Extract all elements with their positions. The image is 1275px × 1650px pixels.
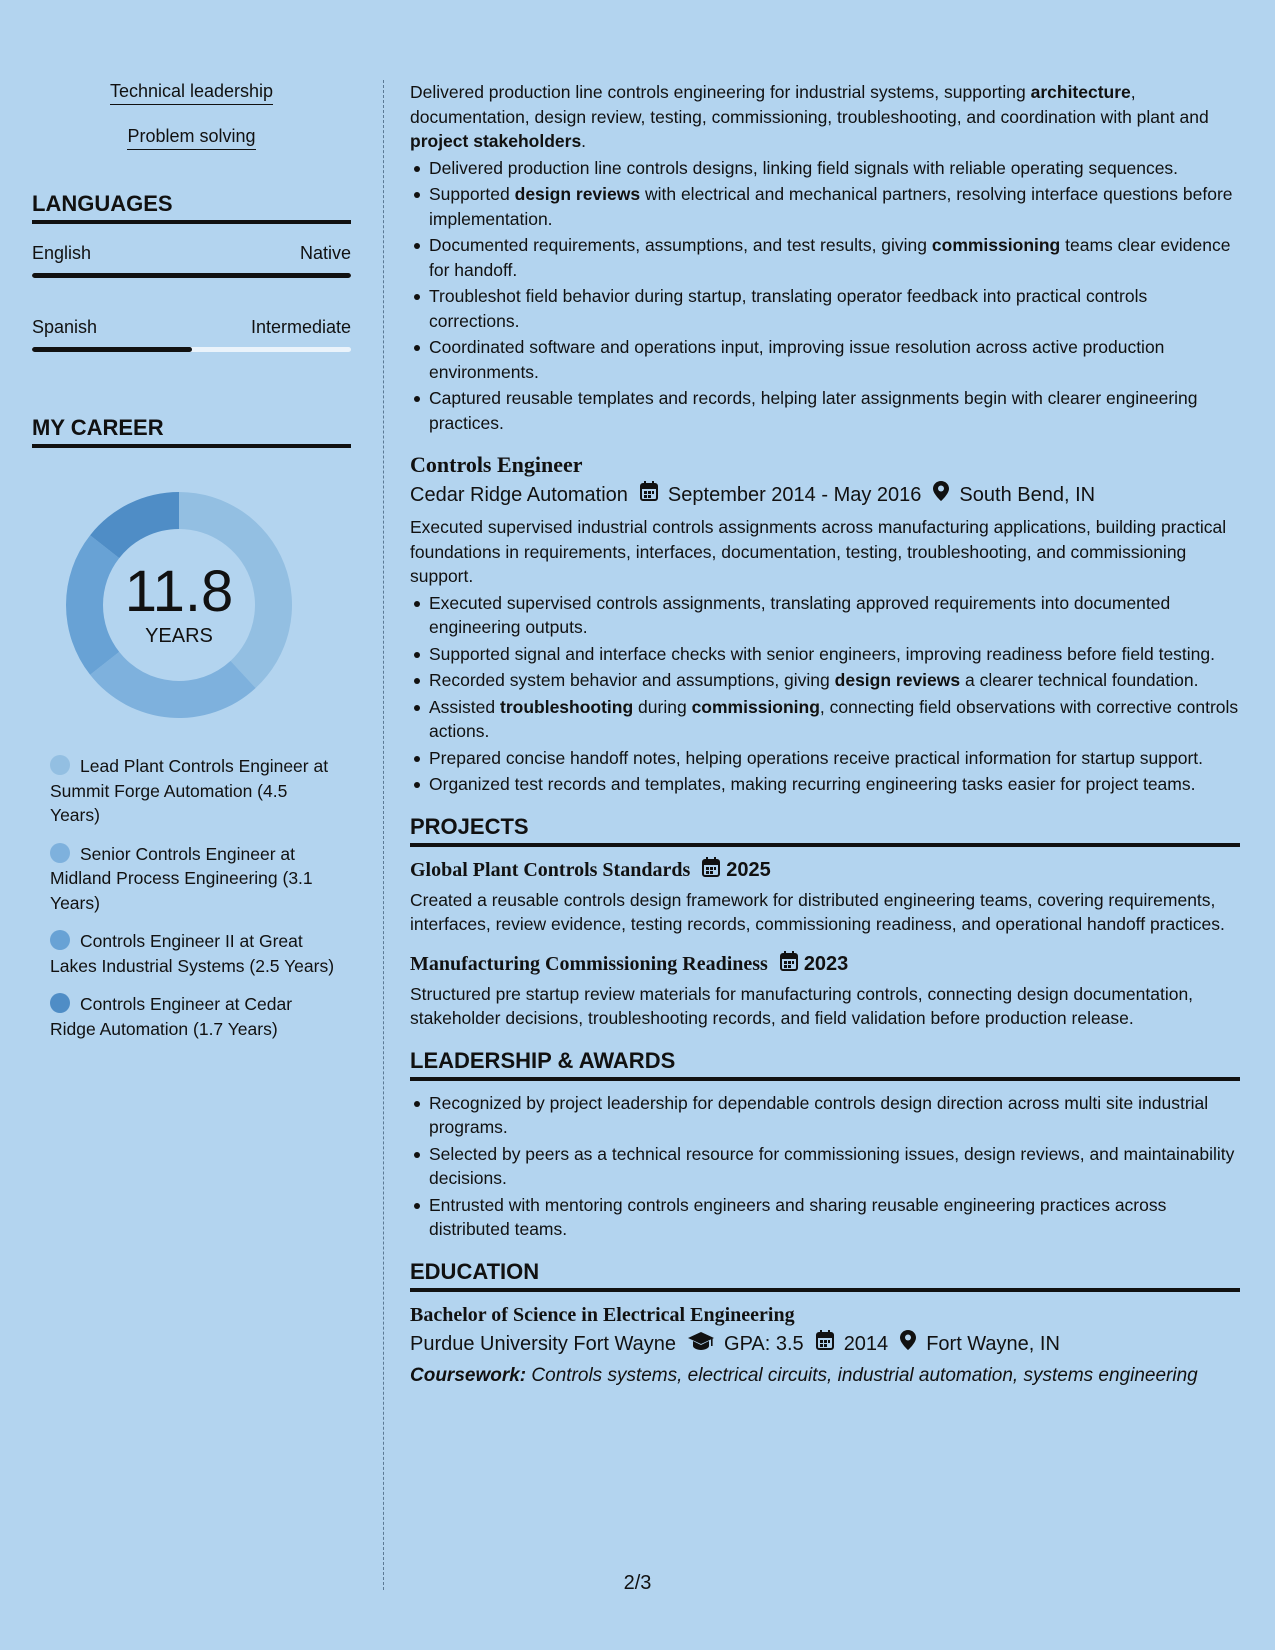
awards-list xyxy=(410,1091,1240,1242)
education-title: EDUCATION xyxy=(410,1258,1240,1292)
graduation-cap-icon xyxy=(688,1330,714,1358)
job-meta xyxy=(410,481,1240,509)
legend-dot-icon xyxy=(50,993,70,1013)
projects-section xyxy=(410,813,1240,1031)
job-summary: Executed supervised industrial controls assignments across manufacturing applications, building practical foundations in requirements, interfaces, documentation, testing, troubleshooting, and commissioning support. xyxy=(410,517,1227,586)
map-pin-icon xyxy=(900,1330,916,1358)
text-run: Organized test records and templates, making recurring engineering tasks easier for project teams. xyxy=(429,774,1196,794)
legend-label: Controls Engineer at Cedar Ridge Automation (1.7 Years) xyxy=(50,994,293,1039)
projects-title: PROJECTS xyxy=(410,813,1240,847)
language-level-fill xyxy=(32,273,351,278)
text-run: with electrical and mechanical partners, resolving interface questions before implementation. xyxy=(429,184,1233,229)
awards-section xyxy=(410,1047,1240,1242)
legend-dot-icon xyxy=(50,843,70,863)
bold-keyword: architecture xyxy=(1030,82,1131,102)
coursework-text: Controls systems, electrical circuits, industrial automation, systems engineering xyxy=(526,1364,1198,1386)
bullet-item xyxy=(410,591,1240,640)
language-name: English xyxy=(32,243,92,263)
bullet-item xyxy=(410,746,1240,771)
languages-title: LANGUAGES xyxy=(32,190,351,224)
intro-summary xyxy=(410,80,1240,154)
text-run: , connecting field observations with corrective controls actions. xyxy=(429,696,1239,741)
project-name: Manufacturing Commissioning Readiness xyxy=(410,953,768,975)
job-bullets xyxy=(410,591,1240,797)
bullet-item xyxy=(410,156,1240,181)
text-run: Delivered production line controls designs, linking field signals with reliable operating sequences. xyxy=(429,157,1179,178)
project-name: Global Plant Controls Standards xyxy=(410,859,691,881)
education-school: Purdue University Fort Wayne xyxy=(410,1332,677,1355)
career-legend-item xyxy=(50,992,340,1041)
education-coursework xyxy=(410,1364,1240,1388)
career-title: MY CAREER xyxy=(32,414,351,448)
project-description: Created a reusable controls design framework for distributed engineering teams, covering requirements, interfaces, review evidence, testing records, commissioning readiness, and operational handoff practices. xyxy=(410,889,1225,934)
award-item: Selected by peers as a technical resource for commissioning issues, design reviews, and maintainability decisions. xyxy=(410,1142,1240,1191)
language-name: Spanish xyxy=(32,317,98,337)
bold-keyword: design reviews xyxy=(834,670,961,690)
career-legend-item xyxy=(50,929,340,978)
calendar-icon xyxy=(816,1330,834,1358)
text-run: Documented requirements, assumptions, and test results, giving xyxy=(429,235,932,255)
languages-list xyxy=(32,242,351,352)
legend-dot-icon xyxy=(50,930,70,950)
education-year: 2014 xyxy=(843,1332,889,1355)
calendar-icon xyxy=(702,857,720,884)
project-item xyxy=(410,857,1240,937)
text-run: , documentation, design review, testing, commissioning, troubleshooting, and coordination with plant and xyxy=(410,82,1209,127)
text-run: Executed supervised controls assignments, translating approved requirements into documented engineering outputs. xyxy=(429,592,1171,637)
awards-title: LEADERSHIP & AWARDS xyxy=(410,1047,1240,1081)
career-legend-item xyxy=(50,754,340,828)
languages-section xyxy=(32,190,351,352)
skill-item: Technical leadership xyxy=(110,80,273,105)
career-total: 11.8 xyxy=(124,559,234,624)
intro-bullets xyxy=(410,156,1240,436)
skill-item: Problem solving xyxy=(127,125,255,150)
text-run: Coordinated software and operations input, improving issue resolution across active production environments. xyxy=(429,337,1165,382)
bold-keyword: commissioning xyxy=(691,696,820,717)
text-run: Captured reusable templates and records, helping later assignments begin with clearer engineering practices. xyxy=(429,388,1198,433)
bullet-item xyxy=(410,695,1240,744)
education-meta xyxy=(410,1330,1240,1358)
project-year: 2023 xyxy=(803,953,849,975)
award-item: Recognized by project leadership for dependable controls design direction across multi site industrial programs. xyxy=(410,1091,1240,1140)
legend-dot-icon xyxy=(50,755,70,775)
language-level-bar xyxy=(32,347,351,352)
legend-label: Senior Controls Engineer at Midland Process Engineering (3.1 Years) xyxy=(50,843,313,913)
bullet-item xyxy=(410,772,1240,797)
text-run: Troubleshot field behavior during startup, translating operator feedback into practical controls corrections. xyxy=(429,286,1148,331)
text-run: Supported xyxy=(429,184,515,204)
project-item xyxy=(410,951,1240,1031)
education-location: Fort Wayne, IN xyxy=(926,1332,1060,1355)
bold-keyword: troubleshooting xyxy=(500,696,634,717)
text-run: Prepared concise handoff notes, helping operations receive practical information for startup support. xyxy=(429,747,1204,768)
bullet-item xyxy=(410,335,1240,384)
main-content xyxy=(410,80,1240,1388)
education-gpa: GPA: 3.5 xyxy=(724,1332,804,1355)
text-run: teams clear evidence for handoff. xyxy=(429,235,1231,280)
project-year: 2025 xyxy=(726,859,771,881)
map-pin-icon xyxy=(933,481,949,509)
text-run: Delivered production line controls engineering for industrial systems, supporting xyxy=(410,82,1031,102)
text-run: Assisted xyxy=(429,696,500,717)
language-item xyxy=(32,242,351,278)
bold-keyword: design reviews xyxy=(514,184,641,204)
job-dates: September 2014 - May 2016 xyxy=(667,484,922,506)
sidebar xyxy=(32,80,351,1055)
language-level: Intermediate xyxy=(250,317,351,337)
coursework-label: Coursework: xyxy=(410,1364,527,1386)
project-description: Structured pre startup review materials for manufacturing controls, connecting design documentation, stakeholder decisions, troubleshooting records, and field validation before production release. xyxy=(410,983,1194,1028)
column-divider xyxy=(383,80,384,1590)
career-legend-item xyxy=(50,842,340,916)
job-title: Controls Engineer xyxy=(410,452,583,477)
text-run: Supported signal and interface checks with senior engineers, improving readiness before field testing. xyxy=(429,643,1216,664)
page-number: 2/3 xyxy=(623,1572,652,1594)
language-item xyxy=(32,316,351,352)
bullet-item xyxy=(410,233,1240,282)
text-run: Recorded system behavior and assumptions, giving xyxy=(429,670,835,690)
language-level-fill xyxy=(32,347,192,352)
bullet-item xyxy=(410,182,1240,231)
bullet-item xyxy=(410,386,1240,435)
calendar-icon xyxy=(640,481,658,509)
bold-keyword: project stakeholders xyxy=(410,131,582,151)
education-degree: Bachelor of Science in Electrical Engineering xyxy=(410,1303,795,1326)
award-item: Entrusted with mentoring controls engineers and sharing reusable engineering practices across distributed teams. xyxy=(410,1193,1240,1242)
education-section xyxy=(410,1258,1240,1388)
text-run: during xyxy=(633,696,692,717)
job-company: Cedar Ridge Automation xyxy=(410,484,628,506)
bullet-item xyxy=(410,284,1240,333)
legend-label: Controls Engineer II at Great Lakes Industrial Systems (2.5 Years) xyxy=(50,931,335,976)
bullet-item xyxy=(410,668,1240,693)
text-run: a clearer technical foundation. xyxy=(960,670,1199,690)
text-run: . xyxy=(581,131,587,151)
job-location: South Bend, IN xyxy=(959,484,1096,506)
career-unit: YEARS xyxy=(145,625,213,647)
career-section xyxy=(32,414,351,1041)
bullet-item xyxy=(410,642,1240,667)
language-level-bar xyxy=(32,273,351,278)
legend-label: Lead Plant Controls Engineer at Summit Forge Automation (4.5 Years) xyxy=(50,756,329,825)
language-level: Native xyxy=(299,243,351,263)
career-donut xyxy=(64,490,294,720)
career-legend xyxy=(50,754,340,1041)
projects-list xyxy=(410,857,1240,1031)
calendar-icon xyxy=(780,951,798,978)
bold-keyword: commissioning xyxy=(931,235,1061,255)
